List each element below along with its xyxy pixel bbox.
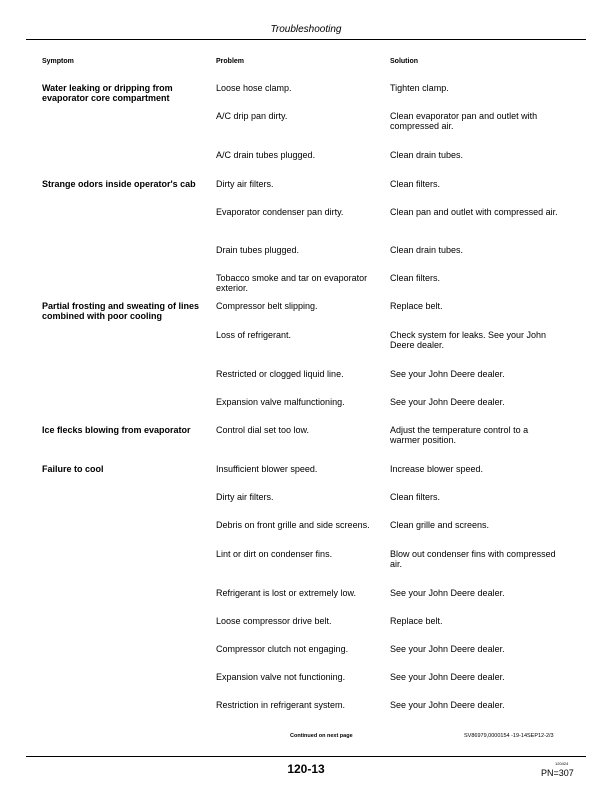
solution-cell: Clean evaporator pan and outlet with compressed air. (390, 111, 538, 131)
solution-cell: Clean filters. (390, 492, 441, 502)
solution-cell: Clean filters. (390, 179, 441, 189)
symptom-cell: Water leaking or dripping from evaporator core compartment (42, 83, 173, 103)
pn-code: PN=307 (541, 768, 574, 778)
solution-cell: Replace belt. (390, 616, 443, 626)
solution-cell: See your John Deere dealer. (390, 644, 505, 654)
footer-rule (26, 756, 586, 757)
problem-cell: Debris on front grille and side screens. (216, 520, 370, 530)
problem-cell: Dirty air filters. (216, 492, 274, 502)
problem-cell: A/C drain tubes plugged. (216, 150, 316, 160)
problem-cell: A/C drip pan dirty. (216, 111, 288, 121)
solution-cell: Clean pan and outlet with compressed air. (390, 207, 558, 217)
column-header-problem: Problem (216, 58, 245, 65)
solution-cell: See your John Deere dealer. (390, 588, 505, 598)
problem-cell: Restricted or clogged liquid line. (216, 369, 344, 379)
column-header-solution: Solution (390, 58, 418, 65)
solution-cell: Increase blower speed. (390, 464, 484, 474)
problem-cell: Restriction in refrigerant system. (216, 700, 346, 710)
column-header-symptom: Symptom (42, 58, 74, 65)
solution-cell: Clean filters. (390, 273, 441, 283)
document-reference: SV86979,0000154 -19-14SEP12-2/3 (464, 733, 554, 739)
solution-cell: Blow out condenser fins with compressed air. (390, 549, 556, 569)
footer-small-code: 120424 (555, 761, 569, 766)
symptom-cell: Failure to cool (42, 464, 104, 474)
problem-cell: Lint or dirt on condenser fins. (216, 549, 333, 559)
problem-cell: Compressor clutch not engaging. (216, 644, 349, 654)
problem-cell: Refrigerant is lost or extremely low. (216, 588, 357, 598)
solution-cell: See your John Deere dealer. (390, 397, 505, 407)
solution-cell: Check system for leaks. See your John Deere dealer. (390, 330, 547, 350)
problem-cell: Evaporator condenser pan dirty. (216, 207, 344, 217)
problem-cell: Tobacco smoke and tar on evaporator exterior. (216, 273, 368, 293)
continued-note: Continued on next page (290, 733, 353, 739)
problem-cell: Loose compressor drive belt. (216, 616, 332, 626)
problem-cell: Control dial set too low. (216, 425, 310, 435)
solution-cell: Adjust the temperature control to a warmer position. (390, 425, 529, 445)
page-header-title: Troubleshooting (270, 24, 342, 35)
solution-cell: Clean drain tubes. (390, 245, 464, 255)
problem-cell: Loss of refrigerant. (216, 330, 292, 340)
problem-cell: Expansion valve not functioning. (216, 672, 346, 682)
problem-cell: Expansion valve malfunctioning. (216, 397, 345, 407)
solution-cell: See your John Deere dealer. (390, 672, 505, 682)
solution-cell: Replace belt. (390, 301, 443, 311)
solution-cell: Clean grille and screens. (390, 520, 490, 530)
problem-cell: Dirty air filters. (216, 179, 274, 189)
problem-cell: Drain tubes plugged. (216, 245, 300, 255)
problem-cell: Compressor belt slipping. (216, 301, 318, 311)
problem-cell: Insufficient blower speed. (216, 464, 318, 474)
symptom-cell: Ice flecks blowing from evaporator (42, 425, 191, 435)
problem-cell: Loose hose clamp. (216, 83, 292, 93)
solution-cell: Tighten clamp. (390, 83, 449, 93)
symptom-cell: Strange odors inside operator's cab (42, 179, 196, 189)
symptom-cell: Partial frosting and sweating of lines combined with poor cooling (42, 301, 200, 321)
header-rule (26, 39, 586, 40)
solution-cell: Clean drain tubes. (390, 150, 464, 160)
solution-cell: See your John Deere dealer. (390, 700, 505, 710)
solution-cell: See your John Deere dealer. (390, 369, 505, 379)
page-number: 120-13 (287, 762, 325, 776)
